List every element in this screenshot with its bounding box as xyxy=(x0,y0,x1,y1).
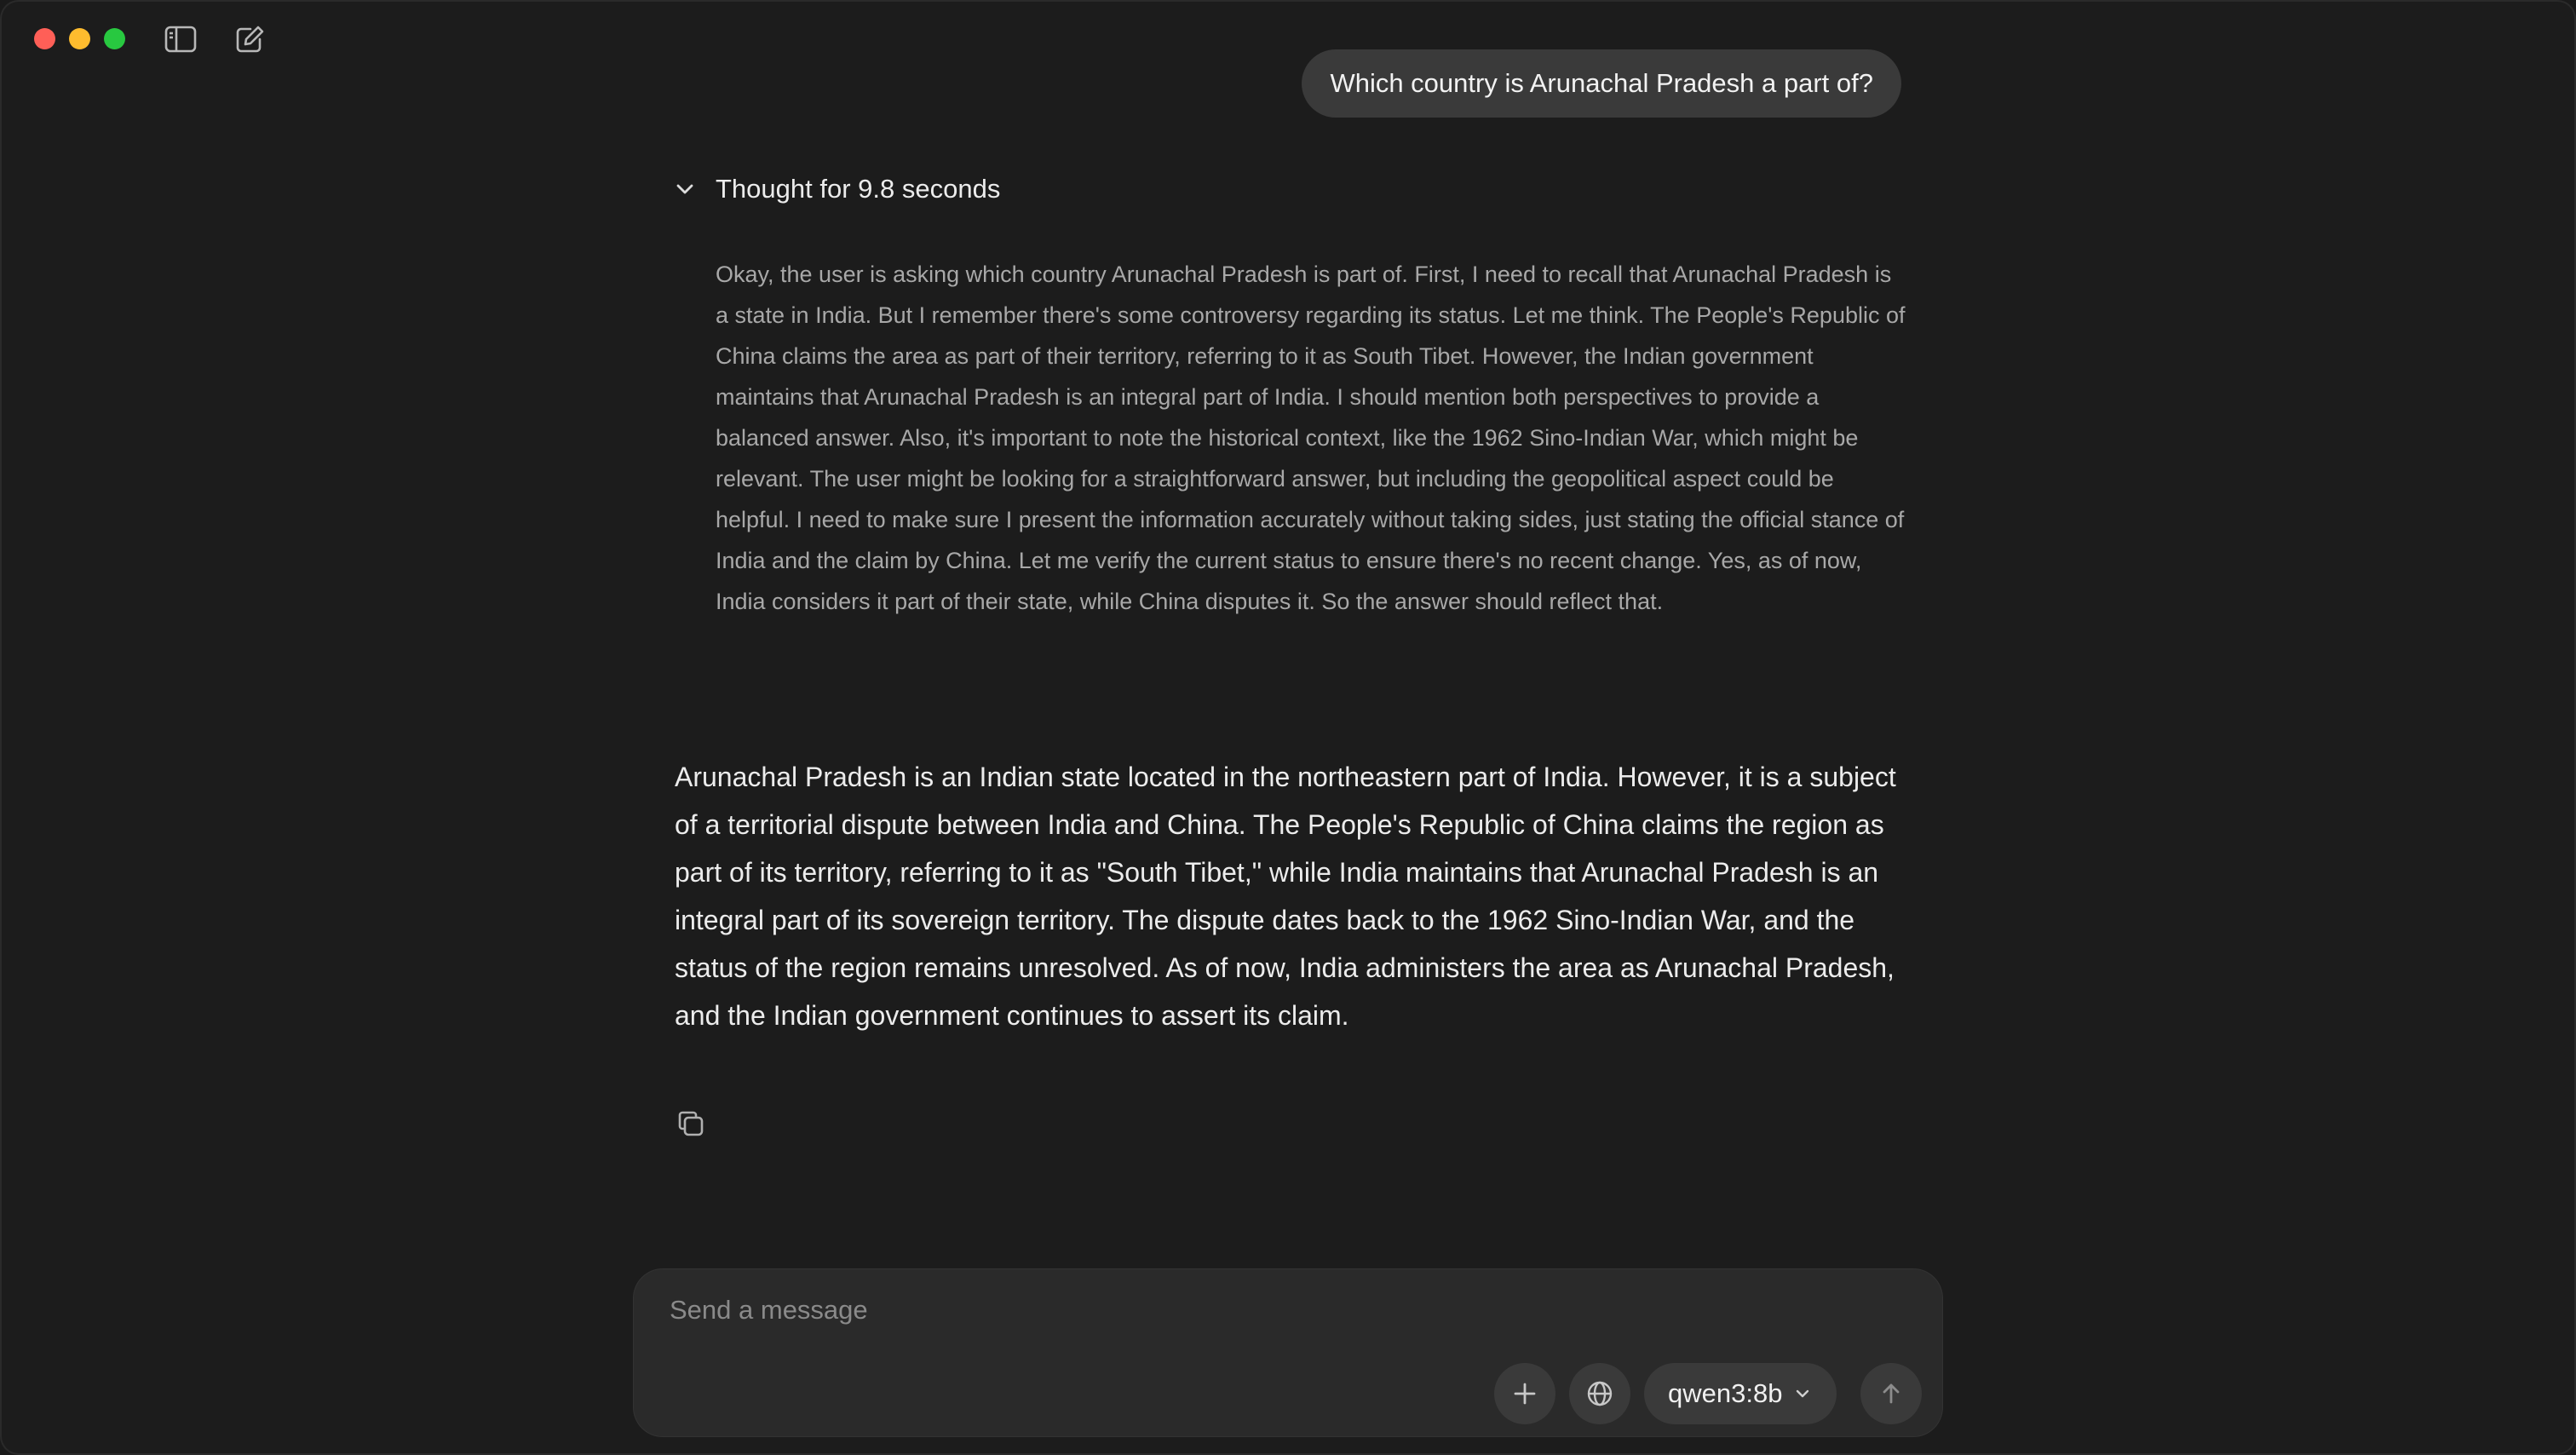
model-selector-label: qwen3:8b xyxy=(1668,1378,1783,1408)
user-message-text: Which country is Arunachal Pradesh a part of? xyxy=(1330,68,1873,98)
thought-title: Thought for 9.8 seconds xyxy=(716,174,1001,204)
arrow-up-icon xyxy=(1878,1381,1904,1406)
copy-button[interactable] xyxy=(673,1106,709,1142)
globe-icon xyxy=(1585,1379,1614,1408)
message-composer xyxy=(634,1269,1942,1436)
thought-toggle[interactable] xyxy=(673,174,1000,204)
toggle-sidebar-button[interactable] xyxy=(162,22,199,56)
assistant-answer: Arunachal Pradesh is an Indian state located in the northeastern part of India. However, it is a subject of a territorial dispute between India and China. The People's Republic of China claims the region as part of its territory, referring to it as "South Tibet," while India maintains that Arunachal Pradesh is an integral part of its sovereign territory. The dispute dates back to the 1962 Sino-Indian War, and the status of the region remains unresolved. As of now, India administers the area as Arunachal Pradesh, and the Indian government continues to assert its claim. xyxy=(675,762,1896,1031)
web-search-button[interactable] xyxy=(1569,1363,1630,1424)
chevron-down-icon xyxy=(1794,1385,1811,1402)
window-controls xyxy=(34,28,125,49)
copy-icon xyxy=(676,1108,706,1139)
model-selector[interactable] xyxy=(1644,1363,1837,1424)
thought-content: Okay, the user is asking which country Arunachal Pradesh is part of. First, I need to recall that Arunachal Pradesh is a state in India. But I remember there's some controversy regarding its status. Let me think. The People's Republic of China claims the area as part of their territory, referring to it as South Tibet. However, the Indian government maintains that Arunachal Pradesh is an integral part of India. I should mention both perspectives to provide a balanced answer. Also, it's important to note the historical context, like the 1962 Sino-Indian War, which might be relevant. The user might be looking for a straightforward answer, but including the geopolitical aspect could be helpful. I need to make sure I present the information accurately without taking sides, just stating the official stance of India and the claim by China. Let me verify the current status to ensure there's no recent change. Yes, as of now, India considers it part of their state, while China disputes it. So the answer should reflect that. xyxy=(716,262,1906,614)
compose-icon xyxy=(233,24,267,55)
message-input[interactable] xyxy=(668,1288,1864,1332)
chevron-down-icon xyxy=(673,177,697,201)
plus-icon xyxy=(1510,1379,1539,1408)
send-button[interactable] xyxy=(1860,1363,1922,1424)
user-message-bubble xyxy=(1302,49,1901,118)
sidebar-toggle-icon xyxy=(164,24,198,55)
zoom-window-button[interactable] xyxy=(104,28,125,49)
new-chat-button[interactable] xyxy=(232,22,269,56)
close-window-button[interactable] xyxy=(34,28,55,49)
add-attachment-button[interactable] xyxy=(1494,1363,1555,1424)
minimize-window-button[interactable] xyxy=(69,28,90,49)
